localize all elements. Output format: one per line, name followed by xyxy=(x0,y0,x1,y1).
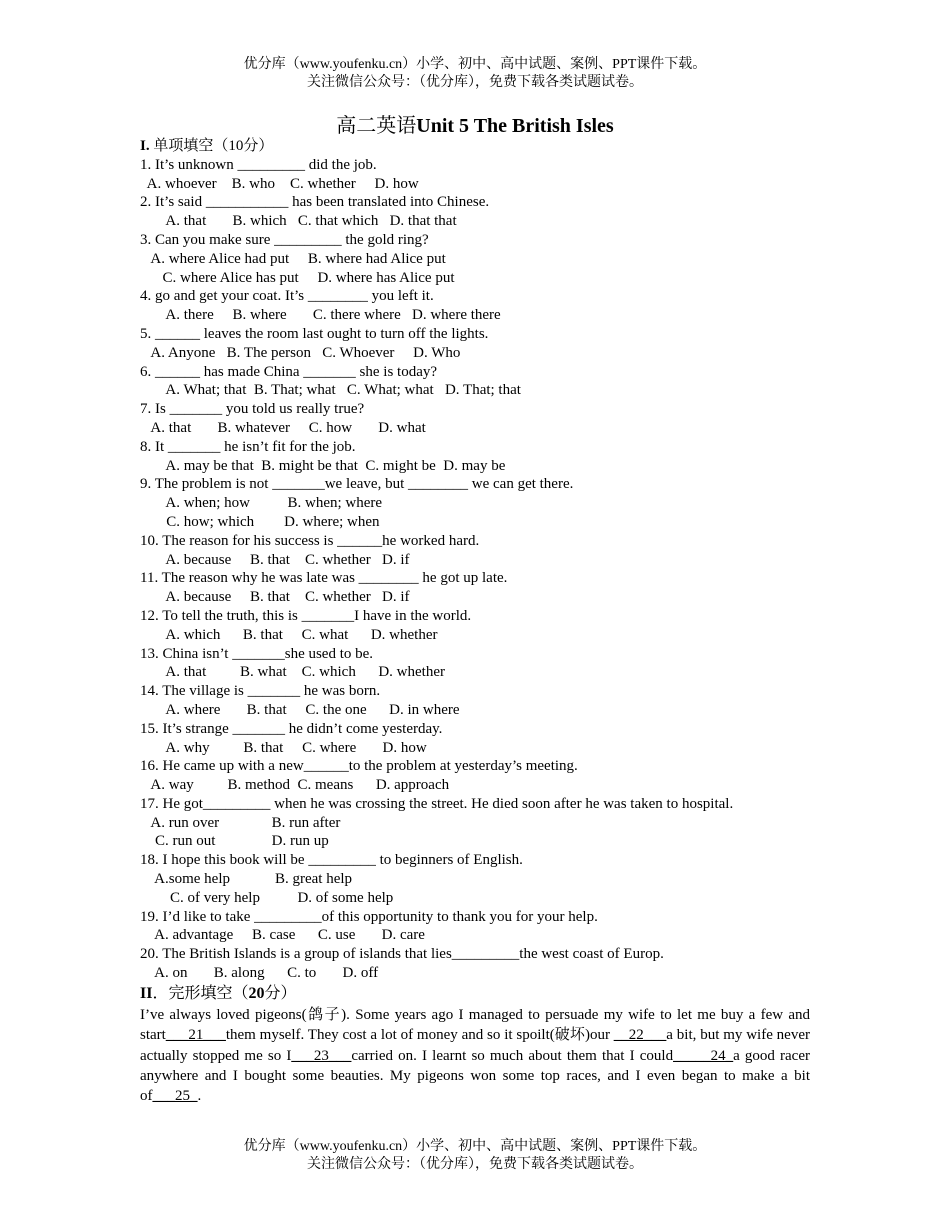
section-1-label: 单项填空（10分） xyxy=(149,138,274,154)
options-line: C. of very help D. of some help xyxy=(140,889,394,906)
passage-text: them myself. They cost a lot of money and so it spoilt(破坏)our xyxy=(225,1027,614,1044)
question-line: 6. ______ has made China _______ she is today? xyxy=(140,363,438,380)
options-line: A. advantage B. case C. use D. care xyxy=(140,927,425,944)
cloze-blank-23: ___23___ xyxy=(291,1047,352,1064)
section-2-suffix: 分） xyxy=(264,984,297,1002)
question-line: 14. The village is _______ he was born. xyxy=(140,683,381,700)
options-line: A. that B. which C. that which D. that that xyxy=(140,213,457,230)
question-line: 5. ______ leaves the room last ought to turn off the lights. xyxy=(140,325,489,342)
options-line: A. because B. that C. whether D. if xyxy=(140,589,410,606)
question-line: 2. It’s said ___________ has been translated into Chinese. xyxy=(140,194,490,211)
cloze-blank-21: ___21___ xyxy=(165,1027,226,1044)
passage-text: a good racer anywhere and I bought some beauties. My pigeons won some top races, and I even began to make a bit of xyxy=(140,1047,810,1105)
question-line: 12. To tell the truth, this is _______I have in the world. xyxy=(140,607,472,624)
cloze-passage xyxy=(140,1005,810,1107)
footer-line-1: 优分库（www.youfenku.cn）小学、初中、高中试题、案例、PPT课件下载。 xyxy=(243,1139,707,1154)
question-line: 9. The problem is not _______we leave, but ________ we can get there. xyxy=(140,476,574,493)
passage-text: I’ve always loved pigeons(鸽子). Some years ago I managed to persuade my wife to let me buy a few and start xyxy=(140,1006,810,1044)
question-line: 13. China isn’t _______she used to be. xyxy=(140,645,374,662)
question-list xyxy=(140,156,810,983)
question-line: 20. The British Islands is a group of islands that lies_________the west coast of Europ. xyxy=(140,946,664,963)
passage-text: . xyxy=(197,1088,202,1105)
footer-line-2: 关注微信公众号：（优分库），免费下载各类试题试卷。 xyxy=(307,1157,643,1172)
cloze-blank-24: _____24_ xyxy=(673,1047,734,1064)
options-line: A. because B. that C. whether D. if xyxy=(140,551,410,568)
options-line: A. when; how B. when; where xyxy=(140,495,383,512)
page-header xyxy=(0,56,950,92)
options-line: C. run out D. run up xyxy=(140,833,329,850)
question-line: 7. Is _______ you told us really true? xyxy=(140,401,365,418)
title-english: Unit 5 The British Isles xyxy=(416,115,614,137)
question-line: 10. The reason for his success is ______he worked hard. xyxy=(140,532,480,549)
options-line: A.some help B. great help xyxy=(140,871,353,888)
cloze-blank-22: __22___ xyxy=(613,1027,667,1044)
options-line: A. where Alice had put B. where had Alice put xyxy=(140,250,446,267)
question-line: 1. It’s unknown _________ did the job. xyxy=(140,156,377,173)
passage-text: carried on. I learnt so much about them that I could xyxy=(351,1047,674,1064)
options-line: A. that B. whatever C. how D. what xyxy=(140,419,426,436)
header-line-2: 关注微信公众号：（优分库），免费下载各类试题试卷。 xyxy=(307,75,643,90)
passage-text: a bit, but my wife never actually stopped me so I xyxy=(140,1027,810,1064)
options-line: C. how; which D. where; when xyxy=(140,513,380,530)
options-line: A. there B. where C. there where D. where there xyxy=(140,307,501,324)
question-line: 16. He came up with a new______to the problem at yesterday’s meeting. xyxy=(140,758,578,775)
options-line: A. What; that B. That; what C. What; what D. That; that xyxy=(140,382,521,399)
options-line: A. where B. that C. the one D. in where xyxy=(140,701,460,718)
page-footer xyxy=(0,1138,950,1174)
section-1-heading xyxy=(140,137,810,156)
options-line: A. on B. along C. to D. off xyxy=(140,965,379,982)
question-line: 19. I’d like to take _________of this opportunity to thank you for your help. xyxy=(140,908,598,925)
options-line: A. may be that B. might be that C. might be D. may be xyxy=(140,457,506,474)
options-line: A. which B. that C. what D. whether xyxy=(140,626,438,643)
options-line: C. where Alice has put D. where has Alice put xyxy=(140,269,455,286)
question-line: 3. Can you make sure _________ the gold ring? xyxy=(140,231,429,248)
question-line: 15. It’s strange _______ he didn’t come yesterday. xyxy=(140,720,443,737)
section-2-heading xyxy=(140,984,810,1004)
exam-content xyxy=(140,137,810,1107)
section-2-score: 20 xyxy=(248,984,265,1002)
options-line: A. whoever B. who C. whether D. how xyxy=(140,175,419,192)
options-line: A. run over B. run after xyxy=(140,814,341,831)
title-chinese: 高二英语 xyxy=(336,115,417,137)
question-line: 8. It _______ he isn’t fit for the job. xyxy=(140,438,356,455)
options-line: A. why B. that C. where D. how xyxy=(140,739,427,756)
options-line: A. Anyone B. The person C. Whoever D. Who xyxy=(140,344,461,361)
question-line: 17. He got_________ when he was crossing the street. He died soon after he was taken to hospital. xyxy=(140,795,734,812)
section-2-number: II xyxy=(140,984,153,1002)
options-line: A. way B. method C. means D. approach xyxy=(140,777,450,794)
section-2-label: ．完形填空（ xyxy=(152,984,249,1002)
page-title xyxy=(0,113,950,139)
options-line: A. that B. what C. which D. whether xyxy=(140,664,445,681)
header-line-1: 优分库（www.youfenku.cn）小学、初中、高中试题、案例、PPT课件下载。 xyxy=(243,57,707,72)
question-line: 11. The reason why he was late was ________ he got up late. xyxy=(140,570,508,587)
question-line: 4. go and get your coat. It’s ________ you left it. xyxy=(140,288,434,305)
question-line: 18. I hope this book will be _________ to beginners of English. xyxy=(140,852,523,869)
section-1-number: I. xyxy=(140,138,150,154)
cloze-blank-25: ___25_ xyxy=(152,1088,198,1105)
